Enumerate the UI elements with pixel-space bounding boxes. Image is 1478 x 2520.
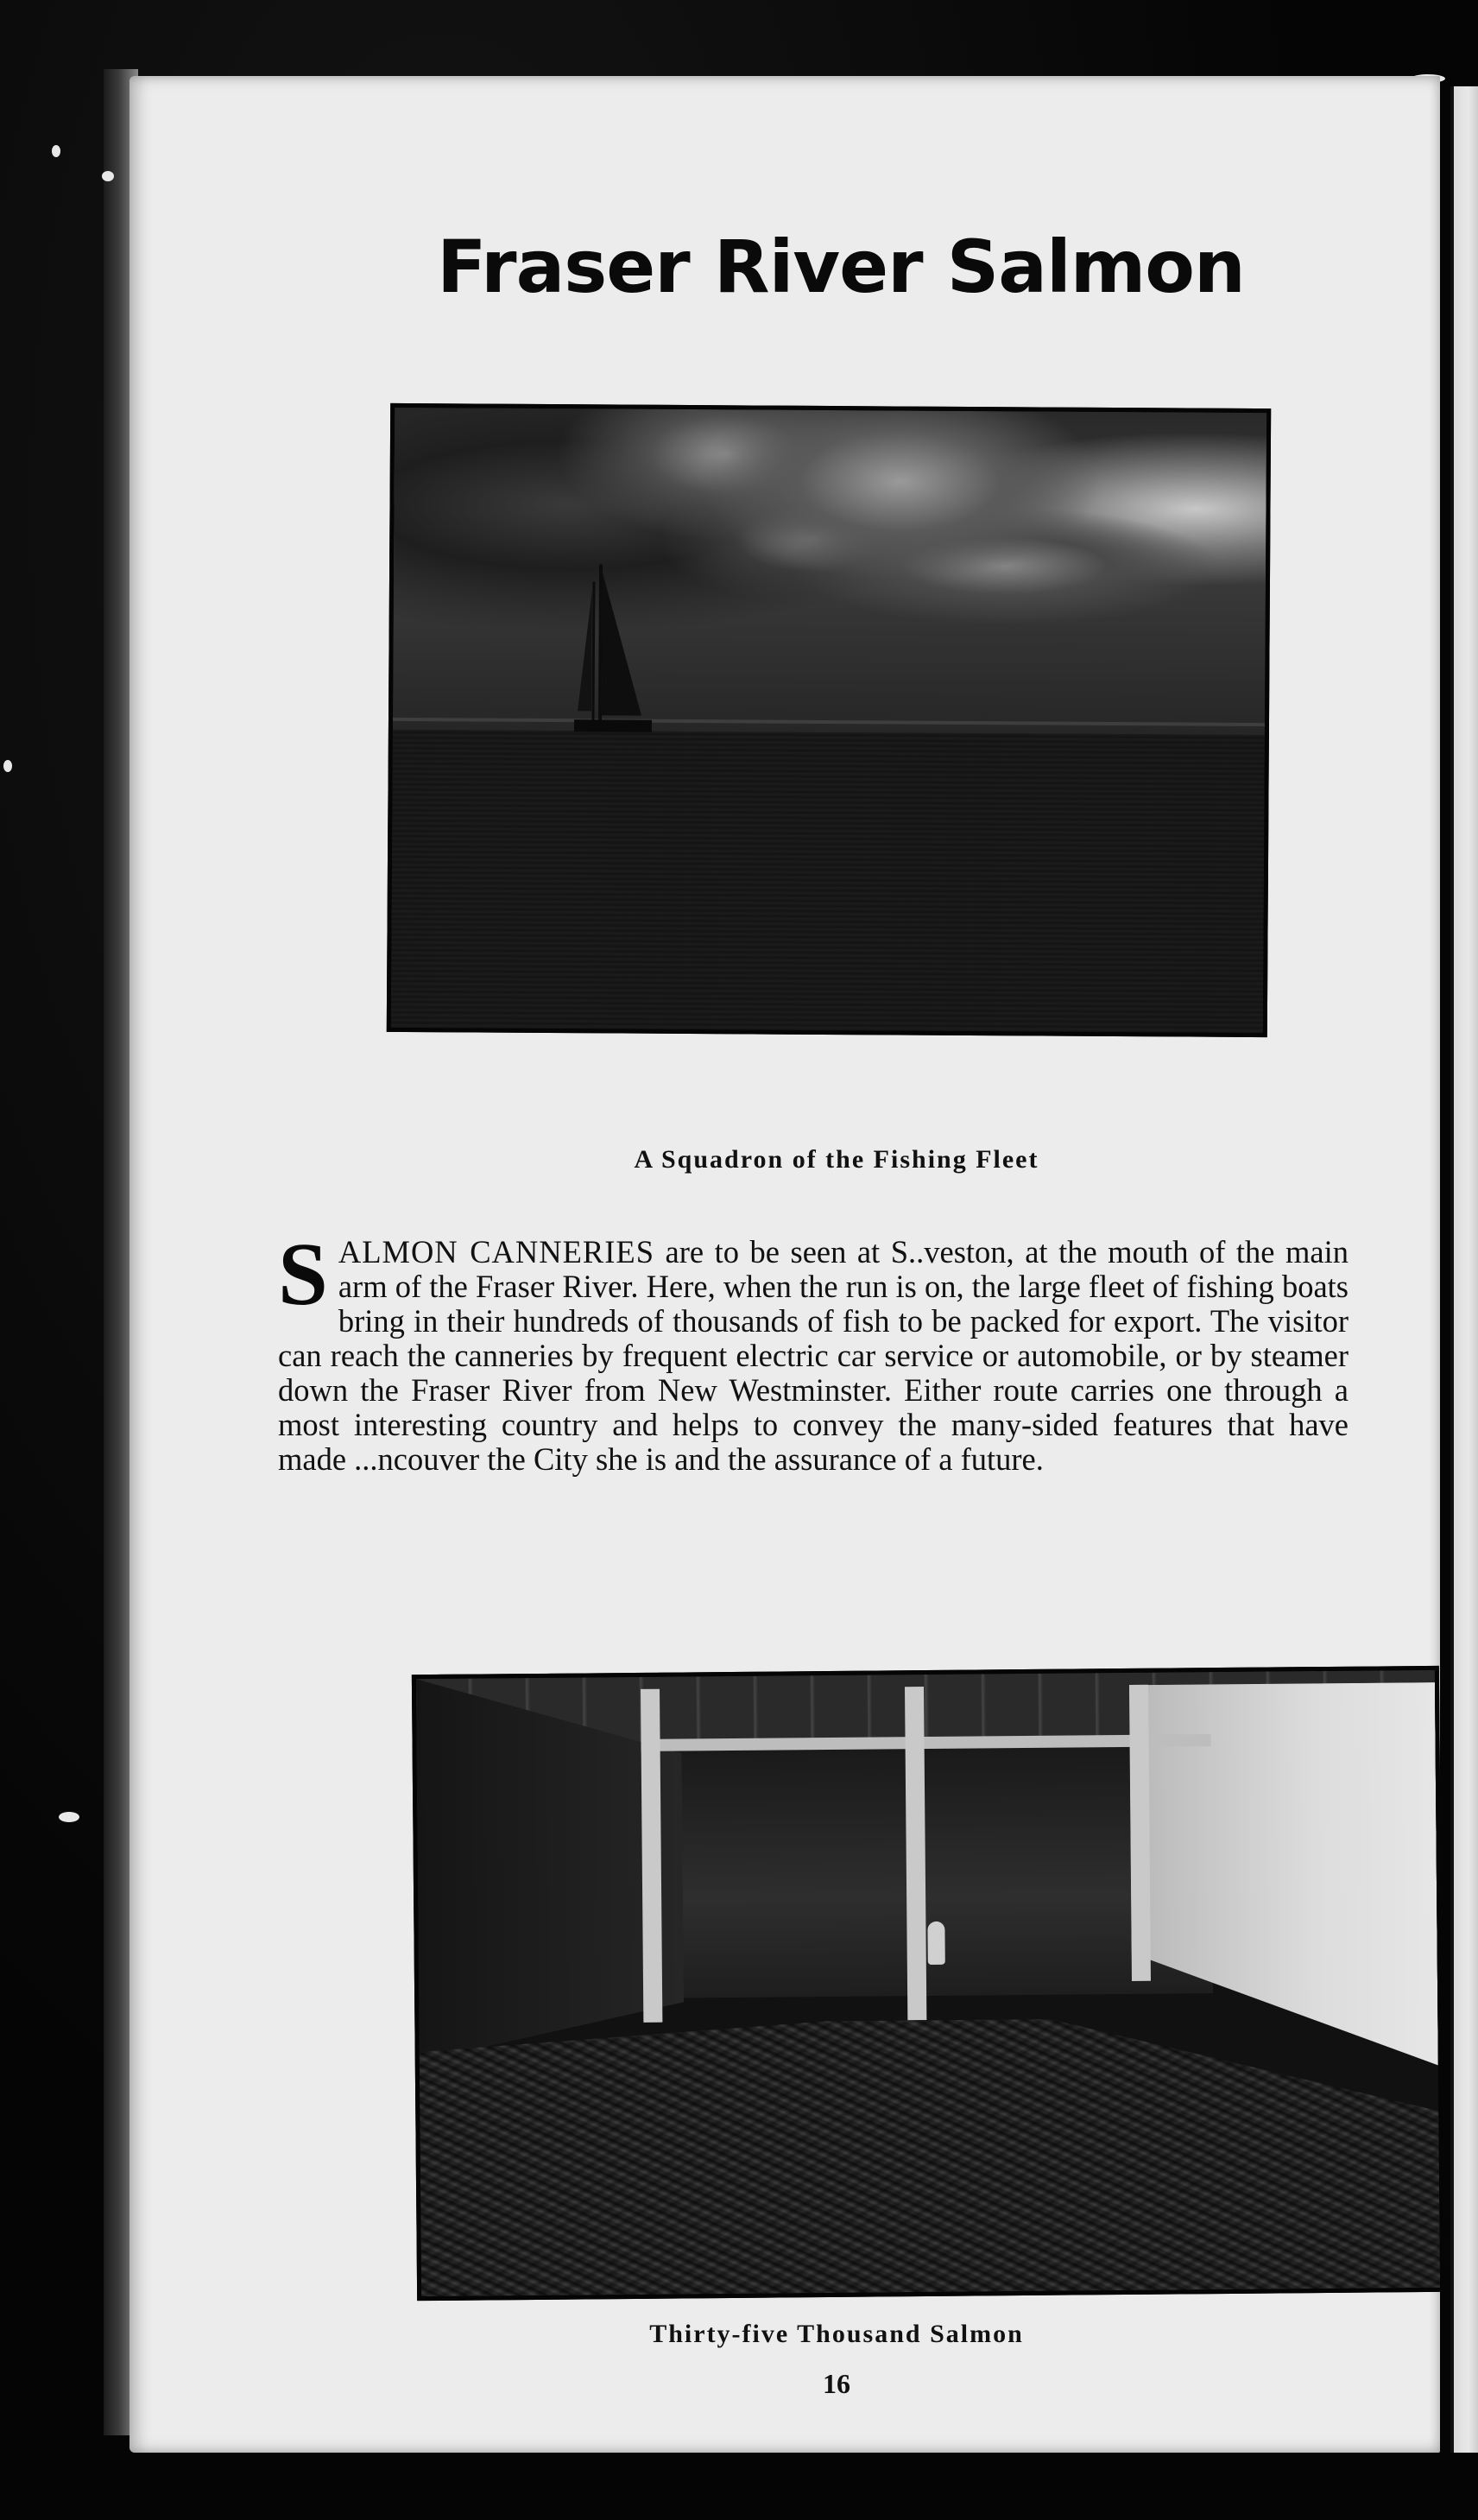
photo-post bbox=[641, 1689, 662, 2023]
dust-speck bbox=[3, 760, 12, 772]
page-number: 16 bbox=[823, 2368, 850, 2399]
photo-worker-figure bbox=[927, 1922, 944, 1965]
dust-speck bbox=[102, 171, 114, 181]
adjacent-page-edge bbox=[1450, 86, 1478, 2453]
photo-post bbox=[905, 1687, 926, 2020]
dust-speck bbox=[59, 1812, 79, 1822]
photo-sky bbox=[393, 408, 1266, 736]
article-body: are to be seen at S..veston, at the mouth of the main arm of the Fraser River. Here, when the run is on, the large fleet of fishing boats bring in their hundreds of thousands of fish to be packed for export. The visitor can reach the canneries by frequent electric car service or automobile, or by steamer down the Fraser River from New Westminster. Either route carries one through a most interesting country and helps to convey the many-sided features that have made ...ncouver the City she is and the assurance of a future. bbox=[278, 1234, 1349, 1477]
page-title: Fraser River Salmon bbox=[437, 225, 1245, 309]
cannery-salmon-photo bbox=[412, 1666, 1444, 2301]
article-paragraph bbox=[278, 1225, 1349, 1477]
sailboat-icon bbox=[574, 564, 653, 738]
book-page bbox=[129, 76, 1440, 2453]
article-lead: ALMON CANNERIES bbox=[338, 1234, 655, 1269]
photo-sea bbox=[391, 730, 1265, 1033]
figure-caption: A Squadron of the Fishing Fleet bbox=[634, 1145, 1039, 1174]
photo-salmon-pile bbox=[419, 2016, 1440, 2296]
drop-cap: S bbox=[278, 1225, 328, 1324]
dust-speck bbox=[52, 145, 60, 157]
fishing-fleet-photo bbox=[387, 403, 1271, 1037]
figure-caption: Thirty-five Thousand Salmon bbox=[649, 2320, 1024, 2348]
photo-post bbox=[1129, 1685, 1151, 1981]
